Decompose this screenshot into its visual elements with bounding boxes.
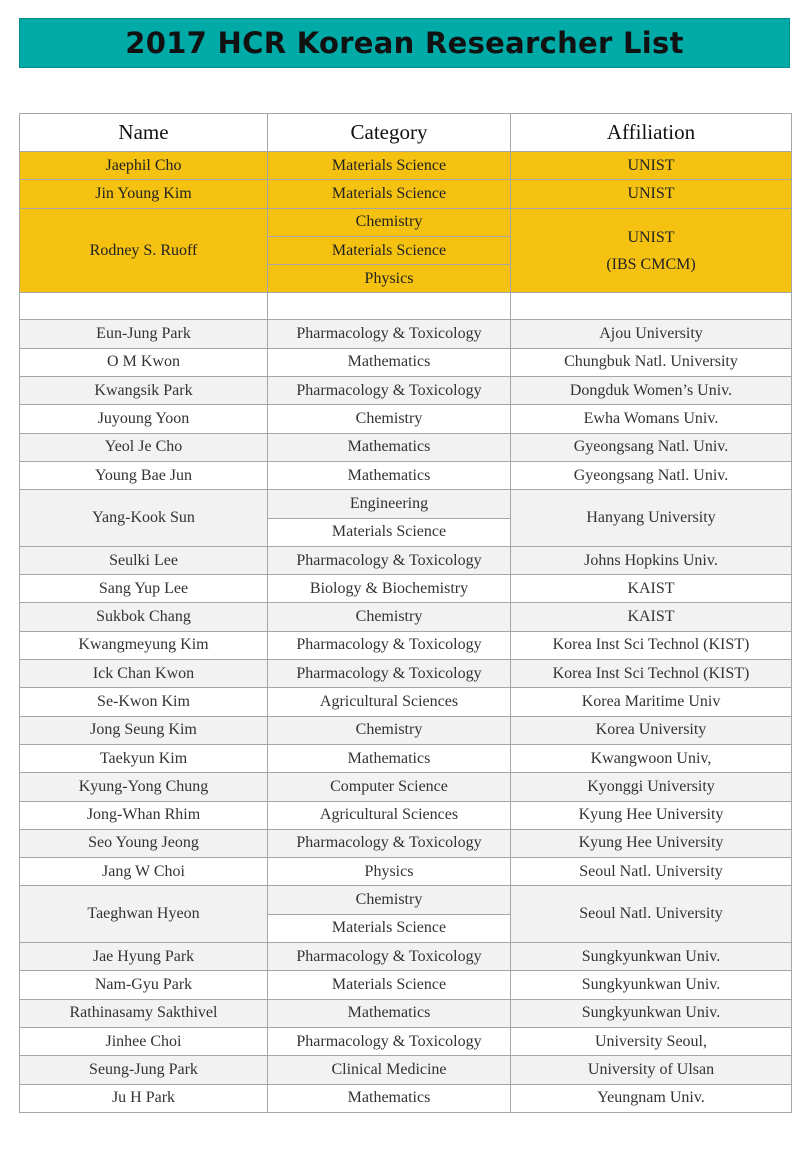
category-cell: Pharmacology & Toxicology	[268, 829, 511, 857]
name-cell: Seung-Jung Park	[20, 1056, 268, 1084]
category-cell: Agricultural Sciences	[268, 801, 511, 829]
table-row	[20, 716, 792, 744]
affiliation-cell: KAIST	[511, 603, 792, 631]
name-cell: Young Bae Jun	[20, 461, 268, 489]
category-cell: Mathematics	[268, 433, 511, 461]
name-cell: Sang Yup Lee	[20, 575, 268, 603]
spacer-row	[20, 293, 792, 320]
table-row	[20, 688, 792, 716]
name-cell: Nam-Gyu Park	[20, 971, 268, 999]
affiliation-cell: Johns Hopkins Univ.	[511, 546, 792, 574]
table-row	[20, 490, 792, 518]
affiliation-cell: Hanyang University	[511, 490, 792, 547]
affiliation-cell: UNIST	[511, 180, 792, 208]
name-cell: Jong-Whan Rhim	[20, 801, 268, 829]
affiliation-cell: Korea Inst Sci Technol (KIST)	[511, 631, 792, 659]
name-cell: Taekyun Kim	[20, 744, 268, 772]
affiliation-cell: Korea University	[511, 716, 792, 744]
researcher-table	[19, 113, 792, 1113]
name-cell: O M Kwon	[20, 348, 268, 376]
affiliation-cell: Kwangwoon Univ,	[511, 744, 792, 772]
category-cell: Computer Science	[268, 773, 511, 801]
name-cell: Jang W Choi	[20, 858, 268, 886]
category-cell: Pharmacology & Toxicology	[268, 320, 511, 348]
category-cell: Materials Science	[268, 914, 511, 942]
name-cell: Jinhee Choi	[20, 1027, 268, 1055]
affiliation-cell: Dongduk Women’s Univ.	[511, 377, 792, 405]
table-row	[20, 461, 792, 489]
name-cell: Jaephil Cho	[20, 152, 268, 180]
affiliation-cell: UNIST	[511, 152, 792, 180]
name-cell: Juyoung Yoon	[20, 405, 268, 433]
affiliation-line: UNIST	[627, 228, 675, 246]
category-cell: Chemistry	[268, 405, 511, 433]
category-cell: Materials Science	[268, 236, 511, 264]
table-row	[20, 575, 792, 603]
category-cell: Mathematics	[268, 999, 511, 1027]
header-category: Category	[268, 114, 511, 152]
category-cell: Chemistry	[268, 208, 511, 236]
affiliation-line: (IBS CMCM)	[606, 255, 696, 273]
table-row	[20, 405, 792, 433]
name-cell: Jong Seung Kim	[20, 716, 268, 744]
table-row	[20, 858, 792, 886]
table-row	[20, 546, 792, 574]
category-cell: Chemistry	[268, 716, 511, 744]
category-cell: Mathematics	[268, 744, 511, 772]
category-cell: Physics	[268, 265, 511, 293]
affiliation-cell: Gyeongsang Natl. Univ.	[511, 461, 792, 489]
header-name: Name	[20, 114, 268, 152]
affiliation-cell: Korea Inst Sci Technol (KIST)	[511, 660, 792, 688]
name-cell: Ju H Park	[20, 1084, 268, 1112]
title-banner	[19, 18, 790, 68]
table-row	[20, 348, 792, 376]
name-cell: Seo Young Jeong	[20, 829, 268, 857]
category-cell: Pharmacology & Toxicology	[268, 660, 511, 688]
affiliation-cell: University of Ulsan	[511, 1056, 792, 1084]
table-row	[20, 320, 792, 348]
category-cell: Mathematics	[268, 1084, 511, 1112]
category-cell: Materials Science	[268, 971, 511, 999]
header-affiliation: Affiliation	[511, 114, 792, 152]
category-cell: Materials Science	[268, 152, 511, 180]
table-row	[20, 1084, 792, 1112]
affiliation-cell: Sungkyunkwan Univ.	[511, 999, 792, 1027]
table-row	[20, 773, 792, 801]
name-cell: Se-Kwon Kim	[20, 688, 268, 716]
table-row	[20, 1027, 792, 1055]
category-cell: Chemistry	[268, 886, 511, 914]
table-row	[20, 377, 792, 405]
table-row	[20, 660, 792, 688]
affiliation-cell: Sungkyunkwan Univ.	[511, 971, 792, 999]
category-cell: Mathematics	[268, 461, 511, 489]
category-cell: Clinical Medicine	[268, 1056, 511, 1084]
category-cell: Engineering	[268, 490, 511, 518]
table-row	[20, 971, 792, 999]
category-cell: Pharmacology & Toxicology	[268, 546, 511, 574]
category-cell: Chemistry	[268, 603, 511, 631]
table-row	[20, 999, 792, 1027]
table-row	[20, 1056, 792, 1084]
category-cell: Pharmacology & Toxicology	[268, 377, 511, 405]
name-cell: Rodney S. Ruoff	[20, 208, 268, 293]
name-cell: Ick Chan Kwon	[20, 660, 268, 688]
category-cell: Materials Science	[268, 518, 511, 546]
name-cell: Sukbok Chang	[20, 603, 268, 631]
name-cell: Jin Young Kim	[20, 180, 268, 208]
empty-cell	[511, 293, 792, 320]
category-cell: Materials Science	[268, 180, 511, 208]
name-cell: Kyung-Yong Chung	[20, 773, 268, 801]
affiliation-cell: KAIST	[511, 575, 792, 603]
name-cell: Yang-Kook Sun	[20, 490, 268, 547]
affiliation-cell: Yeungnam Univ.	[511, 1084, 792, 1112]
name-cell: Kwangsik Park	[20, 377, 268, 405]
table-row	[20, 829, 792, 857]
table-row	[20, 603, 792, 631]
table-row	[20, 744, 792, 772]
affiliation-cell: Seoul Natl. University	[511, 858, 792, 886]
category-cell: Pharmacology & Toxicology	[268, 631, 511, 659]
category-cell: Agricultural Sciences	[268, 688, 511, 716]
name-cell: Kwangmeyung Kim	[20, 631, 268, 659]
name-cell: Jae Hyung Park	[20, 943, 268, 971]
name-cell: Seulki Lee	[20, 546, 268, 574]
affiliation-cell: Sungkyunkwan Univ.	[511, 943, 792, 971]
category-cell: Pharmacology & Toxicology	[268, 1027, 511, 1055]
table-row	[20, 433, 792, 461]
empty-cell	[20, 293, 268, 320]
table-row	[20, 801, 792, 829]
category-cell: Biology & Biochemistry	[268, 575, 511, 603]
header-row	[20, 114, 792, 152]
page-title: 2017 HCR Korean Researcher List	[125, 26, 684, 60]
affiliation-cell: Seoul Natl. University	[511, 886, 792, 943]
affiliation-cell	[511, 208, 792, 293]
empty-cell	[268, 293, 511, 320]
affiliation-cell: Kyonggi University	[511, 773, 792, 801]
category-cell: Mathematics	[268, 348, 511, 376]
affiliation-cell: Chungbuk Natl. University	[511, 348, 792, 376]
affiliation-cell: Kyung Hee University	[511, 829, 792, 857]
name-cell: Yeol Je Cho	[20, 433, 268, 461]
category-cell: Pharmacology & Toxicology	[268, 943, 511, 971]
affiliation-cell: Ajou University	[511, 320, 792, 348]
affiliation-cell: University Seoul,	[511, 1027, 792, 1055]
table-row	[20, 631, 792, 659]
affiliation-cell: Gyeongsang Natl. Univ.	[511, 433, 792, 461]
table-row	[20, 886, 792, 914]
category-cell: Physics	[268, 858, 511, 886]
table-row	[20, 152, 792, 180]
affiliation-cell: Kyung Hee University	[511, 801, 792, 829]
table-row	[20, 180, 792, 208]
name-cell: Rathinasamy Sakthivel	[20, 999, 268, 1027]
affiliation-cell: Korea Maritime Univ	[511, 688, 792, 716]
table-row	[20, 208, 792, 236]
name-cell: Eun-Jung Park	[20, 320, 268, 348]
affiliation-cell: Ewha Womans Univ.	[511, 405, 792, 433]
table-row	[20, 943, 792, 971]
name-cell: Taeghwan Hyeon	[20, 886, 268, 943]
